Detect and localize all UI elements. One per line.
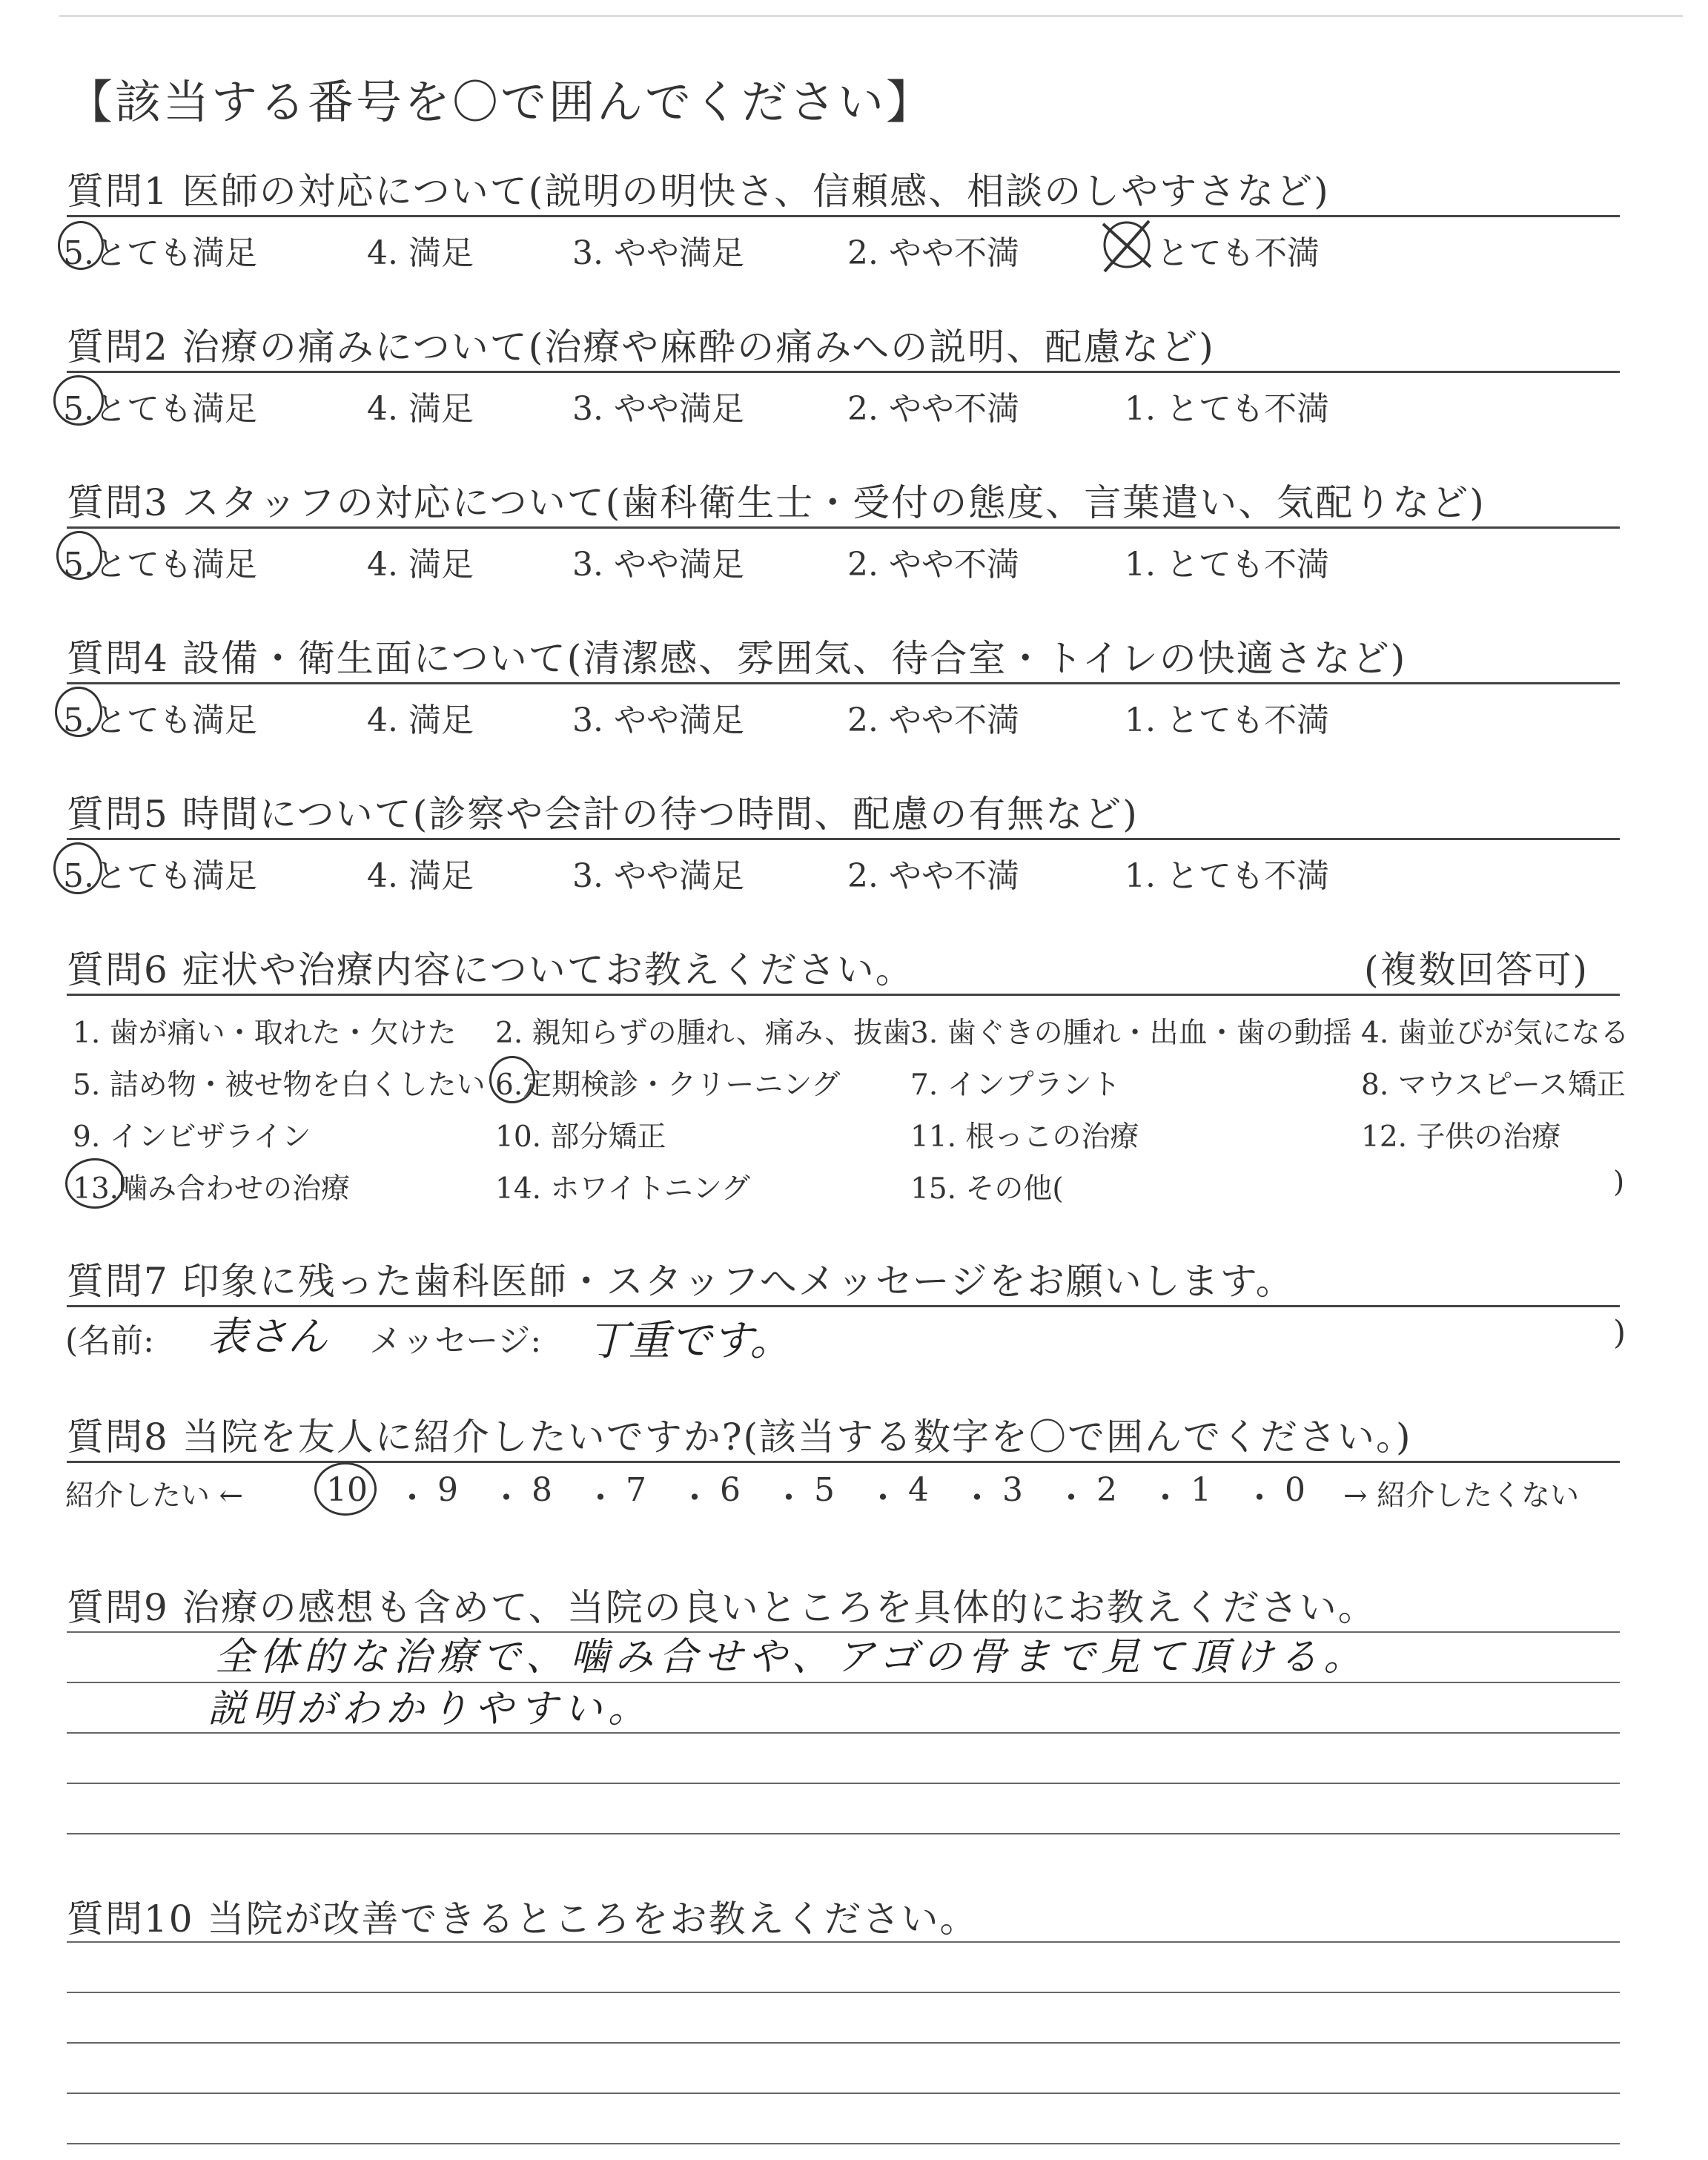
q6-title: 質問6 症状や治療内容についてお教えください。 bbox=[67, 948, 914, 991]
q6-item-6[interactable]: 6.定期検診・クリーニング bbox=[495, 1069, 841, 1102]
q8-score-9[interactable]: 9 bbox=[437, 1471, 458, 1509]
q3-selected-circle bbox=[56, 531, 102, 580]
q6-item-13-circle bbox=[65, 1158, 125, 1209]
q10-title: 質問10 当院が改善できるところをお教えください。 bbox=[67, 1898, 979, 1941]
q9-title: 質問9 治療の感想も含めて、当院の良いところを具体的にお教えください。 bbox=[67, 1586, 1377, 1629]
q9-answer-line-1[interactable]: 全体的な治療で、噛み合せや、アゴの骨まで見て頂ける。 bbox=[215, 1635, 1368, 1680]
q2-title: 質問2 治療の痛みについて(治療や麻酔の痛みへの説明、配慮など) bbox=[67, 326, 1215, 369]
q10-answer-line bbox=[67, 2042, 1620, 2044]
q5-title: 質問5 時間について(診察や会計の待つ時間、配慮の有無など) bbox=[67, 793, 1139, 836]
q3-option-5[interactable]: 5.とても満足 bbox=[63, 546, 257, 584]
q3-option-2[interactable]: 2. やや不満 bbox=[847, 546, 1019, 584]
q8-dot-separator: ・ bbox=[396, 1479, 428, 1517]
q6-rule bbox=[67, 994, 1620, 996]
q6-item-3[interactable]: 3. 歯ぐきの腫れ・出血・歯の動揺 bbox=[910, 1017, 1352, 1050]
q8-score-8[interactable]: 8 bbox=[532, 1471, 552, 1509]
q8-dot-separator: ・ bbox=[867, 1479, 899, 1517]
q2-rule bbox=[67, 371, 1620, 373]
q8-dot-separator: ・ bbox=[678, 1479, 711, 1517]
q9-answer-line bbox=[67, 1783, 1620, 1784]
q8-selected-circle bbox=[314, 1462, 377, 1516]
q1-option-4[interactable]: 4. 満足 bbox=[367, 234, 474, 272]
q7-name-label: (名前: bbox=[65, 1322, 154, 1360]
q6-item-6-circle bbox=[489, 1056, 535, 1103]
q6-multi-note: (複数回答可) bbox=[1364, 948, 1589, 991]
q8-score-2[interactable]: 2 bbox=[1096, 1471, 1117, 1509]
q7-message-label: メッセージ: bbox=[369, 1322, 542, 1360]
q4-option-1[interactable]: 1. とても不満 bbox=[1125, 701, 1329, 739]
q5-option-2[interactable]: 2. やや不満 bbox=[847, 857, 1019, 895]
q2-option-1[interactable]: 1. とても不満 bbox=[1125, 390, 1329, 428]
q8-score-4[interactable]: 4 bbox=[908, 1471, 929, 1509]
q9-answer-line bbox=[67, 1833, 1620, 1834]
q5-option-5[interactable]: 5.とても満足 bbox=[63, 857, 257, 895]
q6-item-15[interactable]: 15. その他( bbox=[910, 1172, 1064, 1206]
q8-dot-separator: ・ bbox=[961, 1479, 993, 1517]
q6-item-7[interactable]: 7. インプラント bbox=[910, 1069, 1121, 1102]
q4-rule bbox=[67, 682, 1620, 684]
q8-dot-separator: ・ bbox=[1149, 1479, 1182, 1517]
q8-score-0[interactable]: 0 bbox=[1285, 1471, 1305, 1509]
q8-score-3[interactable]: 3 bbox=[1002, 1471, 1023, 1509]
q1-title: 質問1 医師の対応について(説明の明快さ、信頼感、相談のしやすさなど) bbox=[67, 170, 1330, 213]
q10-answer-line bbox=[67, 2093, 1620, 2094]
q8-score-7[interactable]: 7 bbox=[626, 1471, 646, 1509]
q7-message-value[interactable]: 丁重です。 bbox=[587, 1317, 792, 1365]
q6-item-4[interactable]: 4. 歯並びが気になる bbox=[1361, 1017, 1629, 1050]
q8-dot-separator: ・ bbox=[1243, 1479, 1276, 1517]
q6-item-5[interactable]: 5. 詰め物・被せ物を白くしたい bbox=[73, 1069, 486, 1102]
q1-cross-out-mark bbox=[1097, 215, 1156, 274]
q6-item-15-close-paren: ) bbox=[1613, 1166, 1625, 1199]
q6-item-13[interactable]: 13.噛み合わせの治療 bbox=[73, 1172, 351, 1206]
q4-option-3[interactable]: 3. やや満足 bbox=[572, 701, 744, 739]
q5-option-1[interactable]: 1. とても不満 bbox=[1125, 857, 1329, 895]
q10-answer-line bbox=[67, 1941, 1620, 1943]
q5-option-3[interactable]: 3. やや満足 bbox=[572, 857, 744, 895]
q3-option-3[interactable]: 3. やや満足 bbox=[572, 546, 744, 584]
q2-option-5[interactable]: 5.とても満足 bbox=[63, 390, 257, 428]
q1-selected-circle bbox=[58, 221, 104, 270]
top-border bbox=[59, 15, 1683, 17]
q4-option-5[interactable]: 5.とても満足 bbox=[63, 701, 257, 739]
q6-item-2[interactable]: 2. 親知らずの腫れ、痛み、抜歯 bbox=[495, 1017, 912, 1050]
q3-option-1[interactable]: 1. とても不満 bbox=[1125, 546, 1329, 584]
q4-option-4[interactable]: 4. 満足 bbox=[367, 701, 474, 739]
q5-option-4[interactable]: 4. 満足 bbox=[367, 857, 474, 895]
q8-rule bbox=[67, 1461, 1620, 1463]
q6-item-14[interactable]: 14. ホワイトニング bbox=[495, 1172, 750, 1206]
q3-option-4[interactable]: 4. 満足 bbox=[367, 546, 474, 584]
q8-score-6[interactable]: 6 bbox=[720, 1471, 741, 1509]
q2-option-3[interactable]: 3. やや満足 bbox=[572, 390, 744, 428]
q4-selected-circle bbox=[55, 687, 102, 737]
q1-option-2[interactable]: 2. やや不満 bbox=[847, 234, 1019, 272]
q8-dot-separator: ・ bbox=[490, 1479, 523, 1517]
q7-close-paren: ) bbox=[1613, 1314, 1626, 1352]
q6-item-9[interactable]: 9. インビザライン bbox=[73, 1120, 311, 1154]
q8-score-5[interactable]: 5 bbox=[814, 1471, 835, 1509]
q2-selected-circle bbox=[53, 375, 104, 426]
q5-rule bbox=[67, 838, 1620, 840]
q6-item-11[interactable]: 11. 根っこの治療 bbox=[910, 1120, 1139, 1154]
q8-title: 質問8 当院を友人に紹介したいですか?(該当する数字を〇で囲んでください。) bbox=[67, 1416, 1412, 1459]
q8-right-label: → 紹介したくない bbox=[1343, 1479, 1580, 1513]
q6-item-8[interactable]: 8. マウスピース矯正 bbox=[1361, 1069, 1626, 1102]
q8-dot-separator: ・ bbox=[1055, 1479, 1088, 1517]
q10-answer-line bbox=[67, 2143, 1620, 2144]
q10-answer-line bbox=[67, 1992, 1620, 1993]
page-header: 【該当する番号を〇で囲んでください】 bbox=[67, 75, 935, 129]
q6-item-12[interactable]: 12. 子供の治療 bbox=[1361, 1120, 1561, 1154]
q8-left-label: 紹介したい ← bbox=[65, 1479, 244, 1513]
q1-option-3[interactable]: 3. やや満足 bbox=[572, 234, 744, 272]
q8-score-10[interactable]: 10 bbox=[326, 1471, 368, 1509]
q2-option-2[interactable]: 2. やや不満 bbox=[847, 390, 1019, 428]
q1-option-5[interactable]: 5.とても満足 bbox=[63, 234, 257, 272]
q2-option-4[interactable]: 4. 満足 bbox=[367, 390, 474, 428]
q6-item-10[interactable]: 10. 部分矯正 bbox=[495, 1120, 666, 1154]
q3-title: 質問3 スタッフの対応について(歯科衛生士・受付の態度、言葉遣い、気配りなど) bbox=[67, 481, 1486, 524]
q7-title: 質問7 印象に残った歯科医師・スタッフへメッセージをお願いします。 bbox=[67, 1260, 1294, 1303]
q5-selected-circle bbox=[53, 842, 102, 894]
q7-name-value[interactable]: 表さん bbox=[208, 1313, 328, 1360]
q4-title: 質問4 設備・衛生面について(清潔感、雰囲気、待合室・トイレの快適さなど) bbox=[67, 637, 1407, 680]
q4-option-2[interactable]: 2. やや不満 bbox=[847, 701, 1019, 739]
q8-score-1[interactable]: 1 bbox=[1191, 1471, 1211, 1509]
q6-item-1[interactable]: 1. 歯が痛い・取れた・欠けた bbox=[73, 1017, 457, 1050]
q1-option-1[interactable]: とても不満 bbox=[1156, 234, 1320, 272]
q3-rule bbox=[67, 526, 1620, 529]
q8-dot-separator: ・ bbox=[584, 1479, 617, 1517]
q8-dot-separator: ・ bbox=[772, 1479, 805, 1517]
q1-rule bbox=[67, 215, 1620, 217]
q9-answer-line-2[interactable]: 説明がわかりやすい。 bbox=[208, 1687, 653, 1731]
